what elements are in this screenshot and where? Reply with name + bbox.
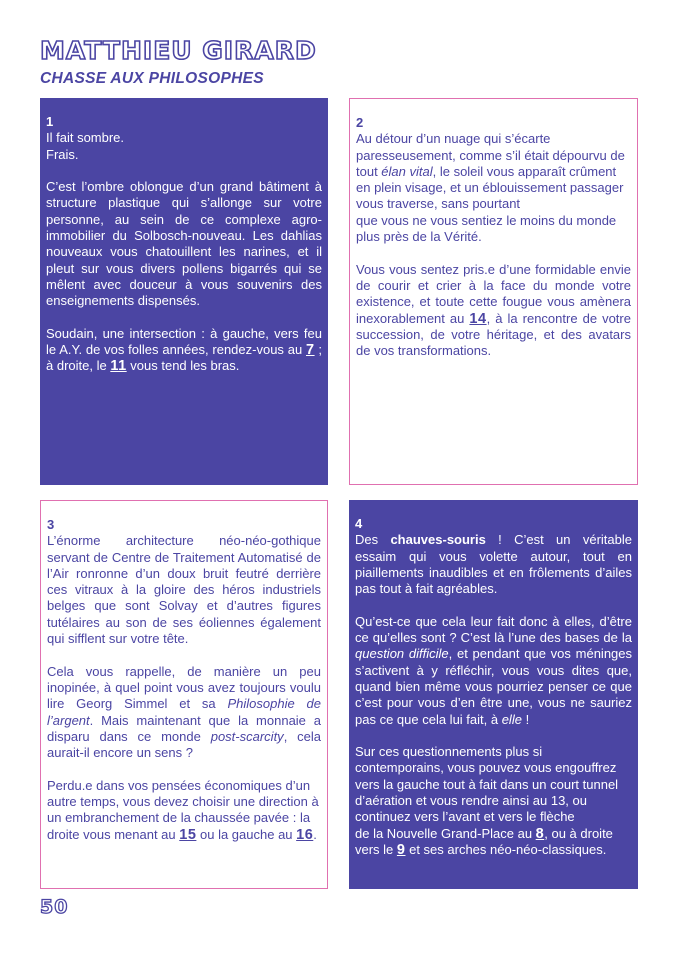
section-number: 3 bbox=[47, 517, 55, 532]
section-number: 2 bbox=[356, 115, 364, 130]
section-3 bbox=[40, 500, 328, 889]
section-1 bbox=[40, 98, 328, 485]
section-paragraph: Sur ces questionnements plus si contemporains, vous pouvez vous engouffrez vers la gauche tout à fait dans un court tunnel d’aération et vous rendre ainsi au 13, ou continuez vers l’avant et vers le flèche de la Nouvelle Grand-Place au 8, ou à droite vers le 9 et ses arches néo-néo-classiques. bbox=[355, 744, 619, 858]
section-paragraph: Perdu.e dans vos pensées économiques d’un autre temps, vous devez choisir une direction à un embranchement de la chaussée pavée : la droite vous menant au 15 ou la gauche au 16. bbox=[47, 777, 319, 843]
author-title: MATTHIEU GIRARD bbox=[40, 36, 317, 65]
section-paragraph: Vous vous sentez pris.e d’une formidable envie de courir et crier à la face du monde votre existence, et toute cette fougue vous amènera inexorablement au 14, à la rencontre de votre succession, de votre héritage, et des avatars de vos transformations. bbox=[356, 261, 631, 359]
goto-link-15[interactable]: 15 bbox=[179, 826, 197, 843]
goto-link-16[interactable]: 16 bbox=[296, 826, 314, 843]
section-paragraph: Soudain, une intersection : à gauche, vers feu le A.Y. de vos folles années, rendez-vous au 7 ; à droite, le 11 vous tend les bras. bbox=[46, 325, 322, 375]
page-header bbox=[40, 36, 317, 88]
section-number: 4 bbox=[355, 516, 363, 531]
section-paragraph: C’est l’ombre oblongue d’un grand bâtiment à structure plastique qui s’allonge sur votre personne, au sein de ce complexe agro-immobilier du Solbosch-nouveau. Les dahlias nouveaux vous chatouillent les narines, et il pleut sur vous divers pollens bigarrés qui se mêlent avec douceur à vous souvenirs des enseignements dispensés. bbox=[46, 179, 322, 309]
goto-link-9[interactable]: 9 bbox=[396, 841, 406, 858]
section-paragraph: Des chauves-souris ! C’est un véritable essaim qui vous volette autour, tout en piaillements inaudibles et en frôlements d’ailes pas tout à fait agréables. bbox=[355, 532, 632, 597]
goto-link-8[interactable]: 8 bbox=[535, 825, 545, 842]
page-number: 50 bbox=[40, 896, 69, 918]
section-paragraph: Au détour d’un nuage qui s’écarte paresseusement, comme s’il était dépourvu de tout élan vital, le soleil vous apparaît crûment en plein visage, et un éblouissement passager vous traverse, sans pourtant que vous ne vous sentiez le moins du monde plus près de la Vérité. bbox=[356, 131, 625, 245]
section-number: 1 bbox=[46, 114, 54, 129]
goto-link-11[interactable]: 11 bbox=[110, 358, 127, 375]
section-4 bbox=[349, 500, 638, 889]
goto-link-7[interactable]: 7 bbox=[306, 342, 315, 359]
goto-link-14[interactable]: 14 bbox=[469, 310, 487, 327]
section-paragraph: Qu’est-ce que cela leur fait donc à elles, d’être ce qu’elles sont ? C’est là l’une des bases de la question difficile, et pendant que vos méninges s’activent à y réfléchir, vous vous dites que, quand bien même vous pourriez penser ce que c’est pour vous d’en être une, vous ne sauriez pas ce que cela lui fait, à elle ! bbox=[355, 613, 633, 727]
section-paragraph: L’énorme architecture néo-néo-gothique servant de Centre de Traitement Automatisé de l’Air ronronne d’un doux bruit feutré derrière ces vitraux à la gloire des héros industriels belges que sont Solvay et d’autres figures tutélaires au son de ses éoliennes également qui sifflent sur votre tête. bbox=[47, 533, 321, 647]
section-paragraph: Il fait sombre. Frais. bbox=[46, 130, 125, 162]
section-2 bbox=[349, 98, 638, 485]
book-subtitle: CHASSE AUX PHILOSOPHES bbox=[40, 70, 264, 87]
section-paragraph: Cela vous rappelle, de manière un peu inopinée, à quel point vous avez toujours voulu lire Georg Simmel et sa Philosophie de l’argent. Mais maintenant que la monnaie a disparu dans ce monde post-scarcity, cela aurait-il encore un sens ? bbox=[47, 663, 321, 761]
